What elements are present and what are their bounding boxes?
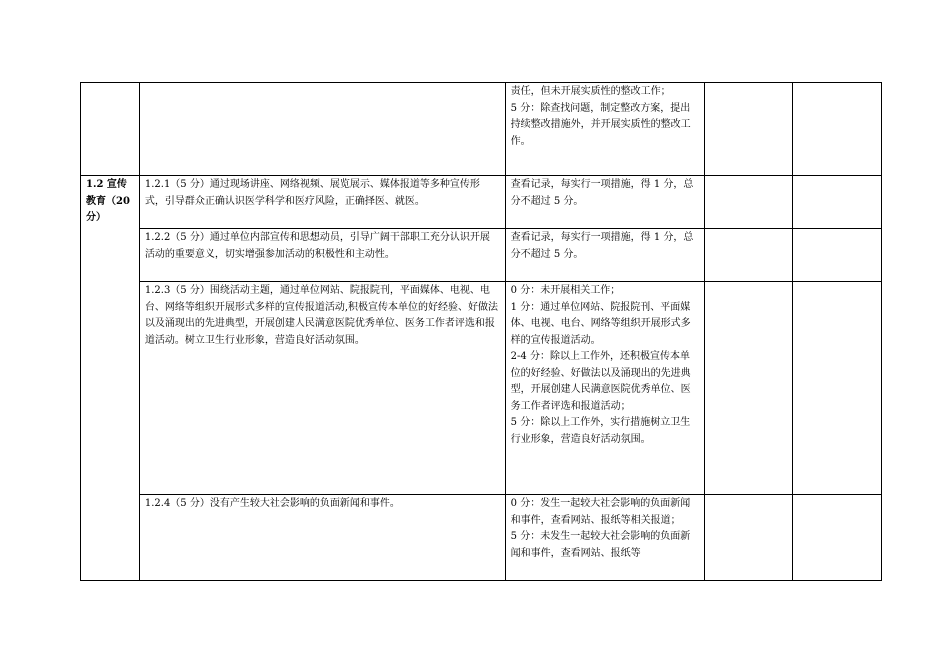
table-row [81, 229, 882, 282]
score-cell [705, 282, 792, 495]
table-row [81, 83, 882, 176]
remark-cell [792, 229, 881, 282]
table-row [81, 495, 882, 581]
score-cell [705, 176, 792, 229]
criteria-cell [505, 83, 705, 176]
item-cell [139, 83, 505, 176]
remark-cell [792, 495, 881, 581]
evaluation-table [80, 82, 882, 581]
score-cell [705, 229, 792, 282]
criteria-text: 5 分：除查找问题，制定整改方案，提出持续整改措施外，并开展实质性的整改工作。 [510, 102, 691, 147]
category-cell [81, 83, 140, 176]
criteria-cell [505, 495, 705, 581]
criteria-text: 0 分：发生一起较大社会影响的负面新闻和事件，查看网站、报纸等相关报道； [510, 498, 691, 526]
criteria-cell [505, 229, 705, 282]
remark-cell [792, 176, 881, 229]
criteria-text: 5 分：除以上工作外，实行措施树立卫生行业形象，营造良好活动氛围。 [510, 417, 691, 445]
criteria-cell [505, 176, 705, 229]
item-cell: 1.2.3（5 分）围绕活动主题，通过单位网站、院报院刊，平面媒体、电视、电台、网络等组织开展形式多样的宣传报道活动,积极宣传本单位的好经验、好做法以及涌现出的先进典型，开展创建人民满意医院优秀单位、医务工作者评选和报道活动。树立卫生行业形象，营造良好活动氛围。 [139, 282, 505, 495]
criteria-text: 1 分：通过单位网站、院报院刊、平面媒体、电视、电台、网络等组织开展形式多样的宣传报道活动。 [510, 301, 691, 346]
remark-cell [792, 83, 881, 176]
item-cell: 1.2.2（5 分）通过单位内部宣传和思想动员，引导广阔干部职工充分认识开展活动的重要意义，切实增强参加活动的积极性和主动性。 [139, 229, 505, 282]
criteria-cell [505, 282, 705, 495]
table-row [81, 176, 882, 229]
criteria-text: 查看记录，每实行一项措施，得 1 分，总分不超过 5 分。 [510, 179, 694, 207]
score-cell [705, 83, 792, 176]
item-cell: 1.2.4（5 分）没有产生较大社会影响的负面新闻和事件。 [139, 495, 505, 581]
table-row [81, 282, 882, 495]
criteria-text: 0 分：未开展相关工作； [510, 285, 621, 296]
item-cell: 1.2.1（5 分）通过现场讲座、网络视频、展览展示、媒体报道等多种宣传形式，引导群众正确认识医学科学和医疗风险，正确择医、就医。 [139, 176, 505, 229]
criteria-text: 2-4 分：除以上工作外，还积极宣传本单位的好经验、好做法以及涌现出的先进典型，开展创建人民满意医院优秀单位、医务工作者评选和报道活动； [510, 351, 691, 412]
remark-cell [792, 282, 881, 495]
criteria-text: 责任，但未开展实质性的整改工作； [510, 86, 671, 97]
score-cell [705, 495, 792, 581]
criteria-text: 查看记录，每实行一项措施，得 1 分，总分不超过 5 分。 [510, 232, 694, 260]
criteria-text: 5 分：未发生一起较大社会影响的负面新闻和事件，查看网站、报纸等 [510, 531, 691, 559]
category-cell: 1.2 宣传教育（20 分） [81, 176, 140, 581]
